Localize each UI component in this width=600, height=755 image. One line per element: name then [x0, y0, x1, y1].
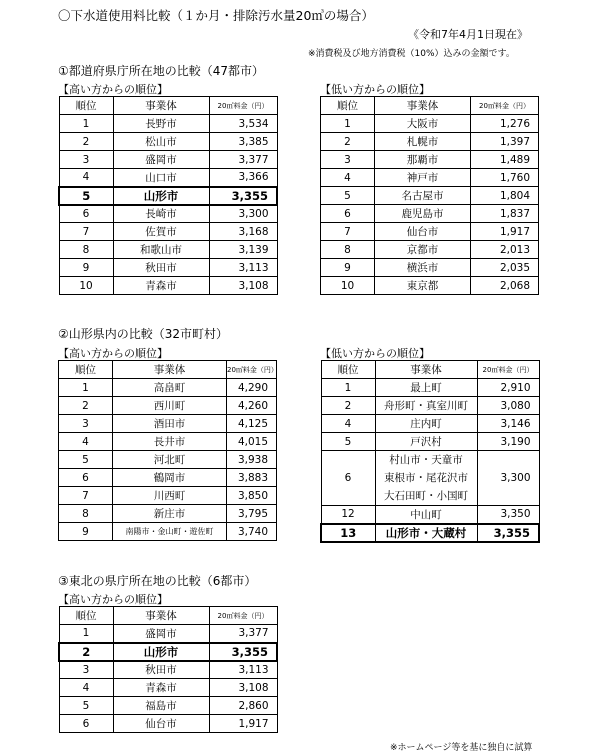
table-row	[321, 205, 539, 223]
table-row	[321, 433, 539, 451]
rank-cell: 5	[321, 187, 375, 205]
fee-cell: 3,139	[209, 241, 277, 259]
table-row	[321, 151, 539, 169]
rank-cell: 2	[59, 397, 113, 415]
rank-cell: 1	[321, 115, 375, 133]
rank-cell: 5	[321, 433, 375, 451]
rank-cell: 8	[321, 241, 375, 259]
section-3-high-label: 【高い方からの順位】	[58, 593, 168, 606]
entity-line: 村山市・天童市	[389, 454, 463, 466]
table-row	[321, 524, 539, 542]
col-fee-header: 20㎥料金（円）	[227, 361, 277, 379]
rank-cell: 10	[321, 277, 375, 295]
fee-cell: 1,276	[471, 115, 539, 133]
section-1-high-table	[58, 96, 278, 295]
table-row	[59, 133, 277, 151]
fee-cell: 3,300	[209, 205, 277, 223]
table-row	[59, 715, 277, 733]
rank-cell: 12	[321, 506, 375, 524]
fee-cell: 3,108	[209, 277, 277, 295]
entity-cell: 庄内町	[375, 415, 477, 433]
entity-cell: 南陽市・金山町・遊佐町	[113, 523, 227, 541]
table-row	[321, 241, 539, 259]
table-row	[321, 397, 539, 415]
entity-cell: 仙台市	[375, 223, 471, 241]
fee-cell: 3,938	[227, 451, 277, 469]
rank-cell: 1	[59, 115, 113, 133]
table-row	[59, 205, 277, 223]
table-row	[321, 259, 539, 277]
entity-cell: 盛岡市	[113, 151, 209, 169]
section-2-low-table	[320, 360, 540, 543]
entity-cell: 長崎市	[113, 205, 209, 223]
rank-cell: 3	[59, 151, 113, 169]
col-rank-header: 順位	[59, 607, 113, 625]
entity-cell: 西川町	[113, 397, 227, 415]
table-row	[321, 223, 539, 241]
fee-cell: 2,035	[471, 259, 539, 277]
table-row	[321, 133, 539, 151]
fee-cell: 3,366	[209, 169, 277, 187]
table-row	[59, 187, 277, 205]
rank-cell: 1	[321, 379, 375, 397]
fee-cell: 2,068	[471, 277, 539, 295]
rank-cell: 4	[321, 415, 375, 433]
fee-cell: 4,125	[227, 415, 277, 433]
fee-cell: 1,397	[471, 133, 539, 151]
footer-note: ※ホームページ等を基に独自に試算	[390, 743, 533, 753]
rank-cell: 4	[59, 679, 113, 697]
entity-cell: 青森市	[113, 679, 209, 697]
rank-cell: 3	[321, 151, 375, 169]
fee-cell: 3,534	[209, 115, 277, 133]
fee-cell: 4,290	[227, 379, 277, 397]
entity-cell: 横浜市	[375, 259, 471, 277]
col-fee-header: 20㎥料金（円）	[209, 97, 277, 115]
table-row	[59, 679, 277, 697]
fee-cell: 2,013	[471, 241, 539, 259]
rank-cell: 13	[321, 524, 375, 542]
fee-cell: 1,837	[471, 205, 539, 223]
table-row	[59, 379, 277, 397]
rank-cell: 1	[59, 625, 113, 643]
table-row	[321, 277, 539, 295]
rank-cell: 3	[59, 415, 113, 433]
rank-cell: 7	[59, 487, 113, 505]
table-row	[321, 169, 539, 187]
fee-cell: 3,113	[209, 661, 277, 679]
entity-cell: 大阪市	[375, 115, 471, 133]
rank-cell: 4	[59, 169, 113, 187]
entity-cell: 最上町	[375, 379, 477, 397]
fee-cell: 2,860	[209, 697, 277, 715]
entity-cell: 佐賀市	[113, 223, 209, 241]
table-row	[59, 451, 277, 469]
table-row	[59, 259, 277, 277]
section-1-title: ①都道府県庁所在地の比較（47都市）	[58, 64, 265, 78]
entity-cell: 札幌市	[375, 133, 471, 151]
fee-cell: 3,080	[477, 397, 539, 415]
rank-cell: 6	[59, 469, 113, 487]
col-fee-header: 20㎥料金（円）	[477, 361, 539, 379]
entity-cell: 秋田市	[113, 259, 209, 277]
table-row	[59, 169, 277, 187]
fee-cell: 3,355	[209, 643, 277, 661]
fee-cell: 3,795	[227, 505, 277, 523]
entity-cell: 東京都	[375, 277, 471, 295]
rank-cell: 2	[59, 133, 113, 151]
entity-cell: 新庄市	[113, 505, 227, 523]
entity-cell: 盛岡市	[113, 625, 209, 643]
rank-cell: 4	[59, 433, 113, 451]
rank-cell: 2	[59, 643, 113, 661]
rank-cell: 3	[59, 661, 113, 679]
table-row	[321, 115, 539, 133]
fee-cell: 3,350	[477, 506, 539, 524]
fee-cell: 1,917	[471, 223, 539, 241]
rank-cell: 9	[321, 259, 375, 277]
entity-cell: 山形市・大蔵村	[375, 524, 477, 542]
entity-cell: 河北町	[113, 451, 227, 469]
entity-cell: 和歌山市	[113, 241, 209, 259]
table-row	[59, 151, 277, 169]
entity-cell: 福島市	[113, 697, 209, 715]
rank-cell: 4	[321, 169, 375, 187]
col-rank-header: 順位	[59, 97, 113, 115]
page-title: 〇下水道使用料比較（１か月・排除汚水量20㎥の場合）	[58, 8, 374, 23]
fee-cell: 3,740	[227, 523, 277, 541]
tax-note: ※消費税及び地方消費税（10%）込みの金額です。	[308, 49, 515, 59]
fee-cell: 3,385	[209, 133, 277, 151]
entity-cell: 京都市	[375, 241, 471, 259]
entity-cell: 酒田市	[113, 415, 227, 433]
table-row	[59, 643, 277, 661]
fee-cell: 2,910	[477, 379, 539, 397]
entity-cell: 松山市	[113, 133, 209, 151]
rank-cell: 6	[321, 205, 375, 223]
fee-cell: 3,146	[477, 415, 539, 433]
rank-cell: 2	[321, 397, 375, 415]
fee-cell: 1,804	[471, 187, 539, 205]
col-entity-header: 事業体	[375, 361, 477, 379]
rank-cell: 6	[321, 451, 375, 506]
table-row	[59, 469, 277, 487]
rank-cell: 5	[59, 451, 113, 469]
entity-cell: 長野市	[113, 115, 209, 133]
entity-cell: 高畠町	[113, 379, 227, 397]
entity-cell: 川西町	[113, 487, 227, 505]
entity-cell: 鹿児島市	[375, 205, 471, 223]
table-row	[59, 433, 277, 451]
fee-cell: 3,300	[477, 451, 539, 506]
entity-cell: 山形市	[113, 187, 209, 205]
col-fee-header: 20㎥料金（円）	[209, 607, 277, 625]
rank-cell: 6	[59, 205, 113, 223]
section-3-title: ③東北の県庁所在地の比較（6都市）	[58, 574, 257, 588]
rank-cell: 1	[59, 379, 113, 397]
table-row	[321, 415, 539, 433]
entity-cell: 那覇市	[375, 151, 471, 169]
section-2-high-label: 【高い方からの順位】	[58, 347, 168, 360]
entity-cell: 舟形町・真室川町	[375, 397, 477, 415]
fee-cell: 3,377	[209, 151, 277, 169]
rank-cell: 9	[59, 523, 113, 541]
rank-cell: 10	[59, 277, 113, 295]
col-rank-header: 順位	[321, 361, 375, 379]
fee-cell: 3,355	[477, 524, 539, 542]
rank-cell: 8	[59, 241, 113, 259]
fee-cell: 3,850	[227, 487, 277, 505]
table-row	[59, 223, 277, 241]
table-row	[321, 187, 539, 205]
entity-line: 大石田町・小国町	[384, 490, 468, 502]
fee-cell: 3,883	[227, 469, 277, 487]
table-row	[59, 505, 277, 523]
fee-cell: 3,113	[209, 259, 277, 277]
fee-cell: 3,377	[209, 625, 277, 643]
section-1-low-label: 【低い方からの順位】	[320, 83, 430, 96]
rank-cell: 7	[59, 223, 113, 241]
rank-cell: 6	[59, 715, 113, 733]
col-entity-header: 事業体	[113, 361, 227, 379]
table-row	[59, 487, 277, 505]
section-1-low-table	[320, 96, 539, 295]
rank-cell: 8	[59, 505, 113, 523]
fee-cell: 3,108	[209, 679, 277, 697]
fee-cell: 3,355	[209, 187, 277, 205]
entity-cell: 名古屋市	[375, 187, 471, 205]
table-row	[59, 415, 277, 433]
entity-cell: 中山町	[375, 506, 477, 524]
entity-line: 東根市・尾花沢市	[384, 472, 468, 484]
entity-cell: 山口市	[113, 169, 209, 187]
table-row	[59, 697, 277, 715]
col-fee-header: 20㎥料金（円）	[471, 97, 539, 115]
fee-cell: 3,190	[477, 433, 539, 451]
table-row	[321, 506, 539, 524]
col-rank-header: 順位	[321, 97, 375, 115]
col-entity-header: 事業体	[375, 97, 471, 115]
table-row	[59, 661, 277, 679]
entity-cell: 鶴岡市	[113, 469, 227, 487]
entity-cell: 長井市	[113, 433, 227, 451]
table-row	[321, 379, 539, 397]
rank-cell: 5	[59, 697, 113, 715]
table-row	[321, 451, 539, 506]
rank-cell: 2	[321, 133, 375, 151]
fee-cell: 4,015	[227, 433, 277, 451]
col-entity-header: 事業体	[113, 97, 209, 115]
fee-cell: 3,168	[209, 223, 277, 241]
section-2-high-table	[58, 360, 277, 541]
table-row	[59, 397, 277, 415]
entity-cell: 神戸市	[375, 169, 471, 187]
col-rank-header: 順位	[59, 361, 113, 379]
rank-cell: 5	[59, 187, 113, 205]
fee-cell: 1,917	[209, 715, 277, 733]
entity-cell: 仙台市	[113, 715, 209, 733]
section-2-title: ②山形県内の比較（32市町村）	[58, 327, 229, 341]
fee-cell: 1,489	[471, 151, 539, 169]
section-2-low-label: 【低い方からの順位】	[320, 347, 430, 360]
entity-cell	[375, 451, 477, 506]
col-entity-header: 事業体	[113, 607, 209, 625]
table-row	[59, 625, 277, 643]
table-row	[59, 115, 277, 133]
fee-cell: 4,260	[227, 397, 277, 415]
table-row	[59, 241, 277, 259]
entity-cell: 山形市	[113, 643, 209, 661]
table-row	[59, 277, 277, 295]
rank-cell: 9	[59, 259, 113, 277]
entity-cell: 秋田市	[113, 661, 209, 679]
section-1-high-label: 【高い方からの順位】	[58, 83, 168, 96]
section-3-high-table	[58, 606, 278, 733]
table-row	[59, 523, 277, 541]
entity-cell: 戸沢村	[375, 433, 477, 451]
as-of-date: 《令和7年4月1日現在》	[408, 28, 528, 41]
rank-cell: 7	[321, 223, 375, 241]
fee-cell: 1,760	[471, 169, 539, 187]
entity-cell: 青森市	[113, 277, 209, 295]
